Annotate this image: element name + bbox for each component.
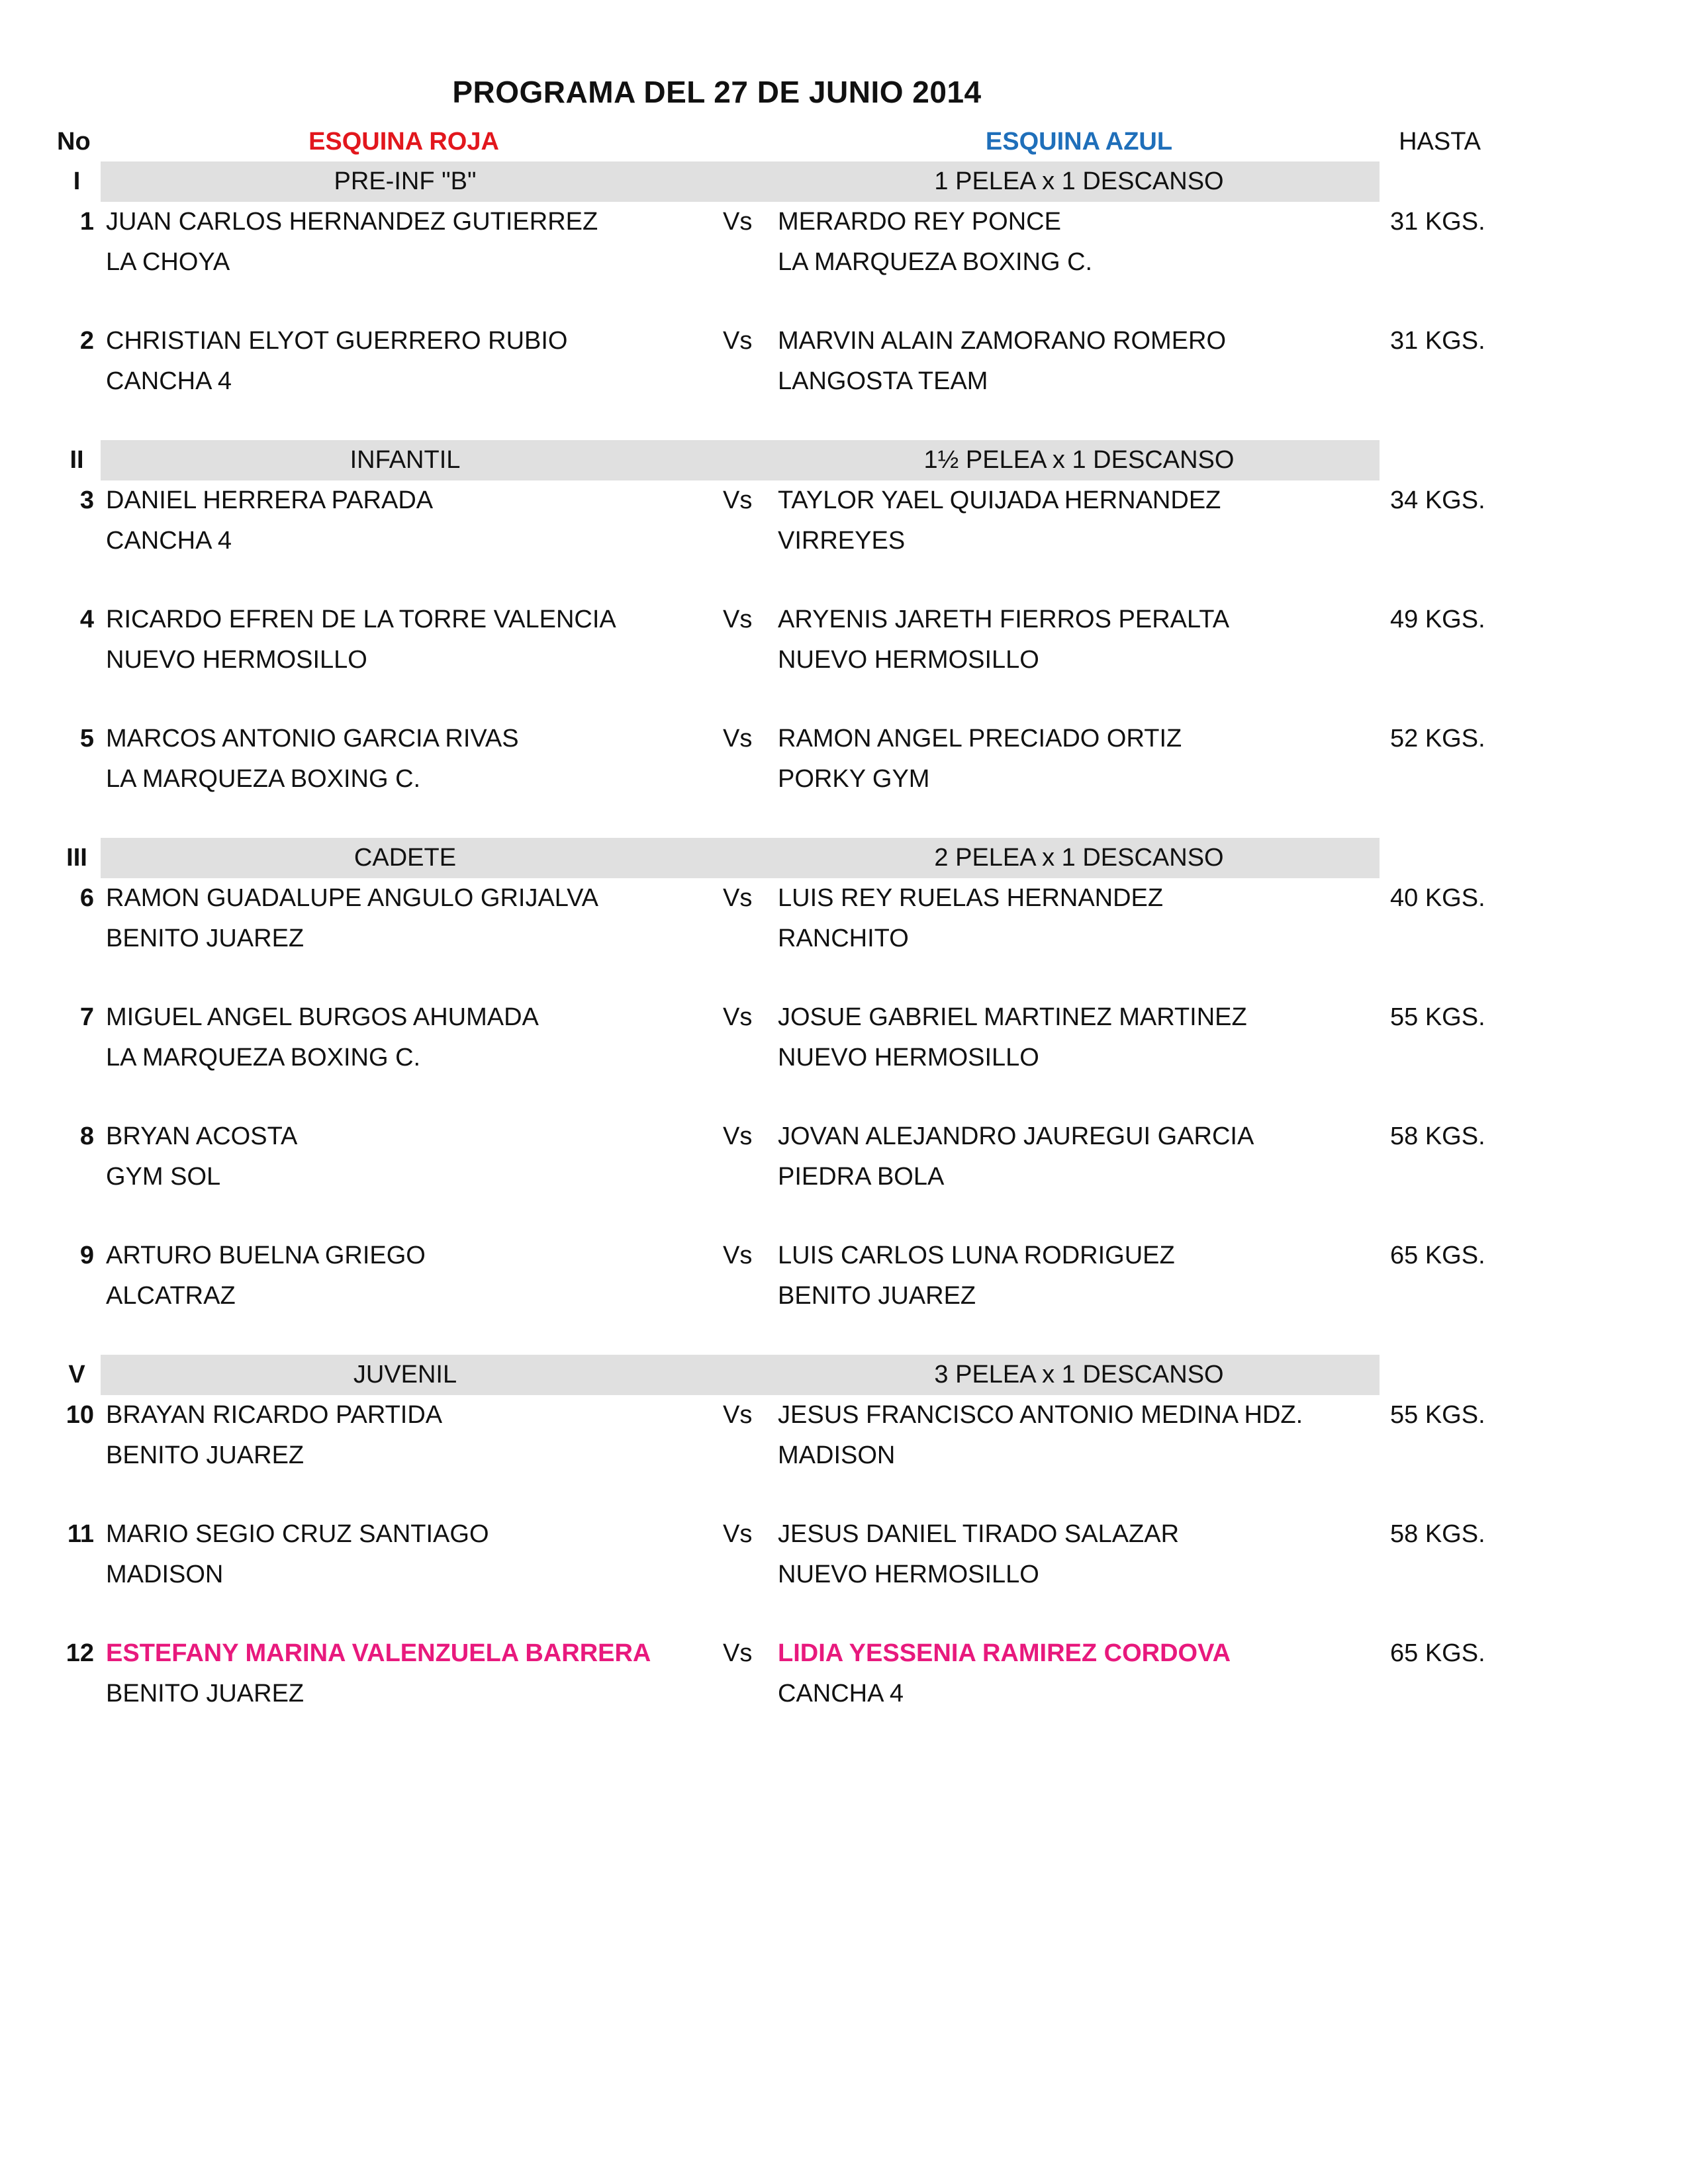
weight-limit: 65 KGS. xyxy=(1390,1242,1485,1269)
bout-number: 10 xyxy=(66,1401,94,1429)
vs-label: Vs xyxy=(723,725,753,752)
bout-number: 11 xyxy=(67,1520,94,1548)
blue-corner-club: LA MARQUEZA BOXING C. xyxy=(778,248,1093,276)
bout-program xyxy=(0,161,1688,1714)
category-row xyxy=(0,161,1688,202)
blue-corner-boxer: TAYLOR YAEL QUIJADA HERNANDEZ xyxy=(778,486,1221,514)
category-rule: 3 PELEA x 1 DESCANSO xyxy=(934,1361,1224,1388)
red-corner-boxer: MARCOS ANTONIO GARCIA RIVAS xyxy=(106,725,519,752)
vs-label: Vs xyxy=(723,606,753,633)
red-corner-club: LA MARQUEZA BOXING C. xyxy=(106,1044,421,1071)
bout-row xyxy=(0,600,1688,719)
red-corner-club: LA CHOYA xyxy=(106,248,230,276)
blue-corner-club: RANCHITO xyxy=(778,925,909,952)
blue-corner-club: NUEVO HERMOSILLO xyxy=(778,1044,1039,1071)
blue-corner-boxer: JOSUE GABRIEL MARTINEZ MARTINEZ xyxy=(778,1003,1247,1031)
vs-label: Vs xyxy=(723,486,753,514)
blue-corner-boxer: LIDIA YESSENIA RAMIREZ CORDOVA xyxy=(778,1639,1231,1667)
bout-row xyxy=(0,719,1688,838)
vs-label: Vs xyxy=(723,1242,753,1269)
red-corner-club: BENITO JUAREZ xyxy=(106,1680,305,1707)
red-corner-boxer: DANIEL HERRERA PARADA xyxy=(106,486,434,514)
red-corner-boxer: ARTURO BUELNA GRIEGO xyxy=(106,1242,426,1269)
category-rule: 1½ PELEA x 1 DESCANSO xyxy=(923,446,1235,474)
bout-row xyxy=(0,1236,1688,1355)
red-corner-boxer: MIGUEL ANGEL BURGOS AHUMADA xyxy=(106,1003,539,1031)
vs-label: Vs xyxy=(723,1003,753,1031)
vs-label: Vs xyxy=(723,1401,753,1429)
bout-row xyxy=(0,878,1688,997)
weight-limit: 65 KGS. xyxy=(1390,1639,1485,1667)
bout-number: 1 xyxy=(79,208,94,236)
bout-number: 9 xyxy=(79,1242,94,1269)
blue-corner-boxer: LUIS CARLOS LUNA RODRIGUEZ xyxy=(778,1242,1175,1269)
vs-label: Vs xyxy=(723,884,753,912)
blue-corner-boxer: ARYENIS JARETH FIERROS PERALTA xyxy=(778,606,1230,633)
weight-limit: 49 KGS. xyxy=(1390,606,1485,633)
blue-corner-boxer: RAMON ANGEL PRECIADO ORTIZ xyxy=(778,725,1182,752)
category-number: III xyxy=(66,844,87,872)
blue-corner-club: BENITO JUAREZ xyxy=(778,1282,976,1310)
category-name: INFANTIL xyxy=(350,446,461,474)
blue-corner-club: MADISON xyxy=(778,1441,896,1469)
category-rule: 1 PELEA x 1 DESCANSO xyxy=(934,167,1224,195)
weight-limit: 31 KGS. xyxy=(1390,208,1485,236)
weight-limit: 31 KGS. xyxy=(1390,327,1485,355)
blue-corner-boxer: LUIS REY RUELAS HERNANDEZ xyxy=(778,884,1164,912)
weight-limit: 40 KGS. xyxy=(1390,884,1485,912)
red-corner-boxer: ESTEFANY MARINA VALENZUELA BARRERA xyxy=(106,1639,651,1667)
red-corner-boxer: BRYAN ACOSTA xyxy=(106,1122,298,1150)
weight-limit: 34 KGS. xyxy=(1390,486,1485,514)
bout-number: 7 xyxy=(79,1003,94,1031)
red-corner-boxer: RAMON GUADALUPE ANGULO GRIJALVA xyxy=(106,884,598,912)
bout-row xyxy=(0,480,1688,600)
category-name: PRE-INF "B" xyxy=(334,167,477,195)
bout-row xyxy=(0,1116,1688,1236)
blue-corner-club: PIEDRA BOLA xyxy=(778,1163,945,1191)
blue-corner-boxer: JOVAN ALEJANDRO JAUREGUI GARCIA xyxy=(778,1122,1254,1150)
weight-limit: 55 KGS. xyxy=(1390,1003,1485,1031)
header-blue-corner: ESQUINA AZUL xyxy=(985,128,1173,156)
bout-row xyxy=(0,1395,1688,1514)
bout-number: 8 xyxy=(79,1122,94,1150)
bout-number: 6 xyxy=(79,884,94,912)
page-title: PROGRAMA DEL 27 DE JUNIO 2014 xyxy=(452,75,982,109)
header-hasta: HASTA xyxy=(1399,128,1481,156)
bout-row xyxy=(0,1514,1688,1633)
category-name: JUVENIL xyxy=(353,1361,457,1388)
bout-number: 3 xyxy=(79,486,94,514)
blue-corner-club: VIRREYES xyxy=(778,527,906,555)
red-corner-club: BENITO JUAREZ xyxy=(106,925,305,952)
category-row xyxy=(0,440,1688,480)
vs-label: Vs xyxy=(723,1639,753,1667)
category-row xyxy=(0,838,1688,878)
red-corner-club: MADISON xyxy=(106,1561,224,1588)
bout-row xyxy=(0,1633,1688,1714)
header-no: No xyxy=(57,128,91,156)
bout-row xyxy=(0,321,1688,440)
weight-limit: 52 KGS. xyxy=(1390,725,1485,752)
bout-row xyxy=(0,202,1688,321)
bout-number: 5 xyxy=(79,725,94,752)
category-name: CADETE xyxy=(353,844,457,872)
category-row xyxy=(0,1355,1688,1395)
bout-number: 4 xyxy=(79,606,94,633)
blue-corner-club: NUEVO HERMOSILLO xyxy=(778,1561,1039,1588)
weight-limit: 58 KGS. xyxy=(1390,1520,1485,1548)
bout-row xyxy=(0,997,1688,1116)
category-number: I xyxy=(73,167,81,195)
red-corner-boxer: MARIO SEGIO CRUZ SANTIAGO xyxy=(106,1520,489,1548)
category-number: V xyxy=(68,1361,85,1388)
header-red-corner: ESQUINA ROJA xyxy=(308,128,499,156)
red-corner-boxer: BRAYAN RICARDO PARTIDA xyxy=(106,1401,443,1429)
red-corner-boxer: CHRISTIAN ELYOT GUERRERO RUBIO xyxy=(106,327,568,355)
red-corner-club: CANCHA 4 xyxy=(106,527,232,555)
blue-corner-club: PORKY GYM xyxy=(778,765,930,793)
weight-limit: 55 KGS. xyxy=(1390,1401,1485,1429)
red-corner-boxer: JUAN CARLOS HERNANDEZ GUTIERREZ xyxy=(106,208,598,236)
blue-corner-boxer: JESUS DANIEL TIRADO SALAZAR xyxy=(778,1520,1180,1548)
red-corner-club: GYM SOL xyxy=(106,1163,221,1191)
vs-label: Vs xyxy=(723,1520,753,1548)
vs-label: Vs xyxy=(723,208,753,236)
category-rule: 2 PELEA x 1 DESCANSO xyxy=(934,844,1224,872)
blue-corner-club: CANCHA 4 xyxy=(778,1680,904,1707)
blue-corner-club: NUEVO HERMOSILLO xyxy=(778,646,1039,674)
blue-corner-boxer: JESUS FRANCISCO ANTONIO MEDINA HDZ. xyxy=(778,1401,1303,1429)
red-corner-club: NUEVO HERMOSILLO xyxy=(106,646,367,674)
red-corner-club: ALCATRAZ xyxy=(106,1282,236,1310)
bout-number: 2 xyxy=(79,327,94,355)
weight-limit: 58 KGS. xyxy=(1390,1122,1485,1150)
red-corner-boxer: RICARDO EFREN DE LA TORRE VALENCIA xyxy=(106,606,616,633)
red-corner-club: CANCHA 4 xyxy=(106,367,232,395)
blue-corner-boxer: MERARDO REY PONCE xyxy=(778,208,1061,236)
bout-number: 12 xyxy=(66,1639,94,1667)
red-corner-club: BENITO JUAREZ xyxy=(106,1441,305,1469)
blue-corner-club: LANGOSTA TEAM xyxy=(778,367,988,395)
vs-label: Vs xyxy=(723,1122,753,1150)
vs-label: Vs xyxy=(723,327,753,355)
category-number: II xyxy=(70,446,84,474)
blue-corner-boxer: MARVIN ALAIN ZAMORANO ROMERO xyxy=(778,327,1227,355)
red-corner-club: LA MARQUEZA BOXING C. xyxy=(106,765,421,793)
